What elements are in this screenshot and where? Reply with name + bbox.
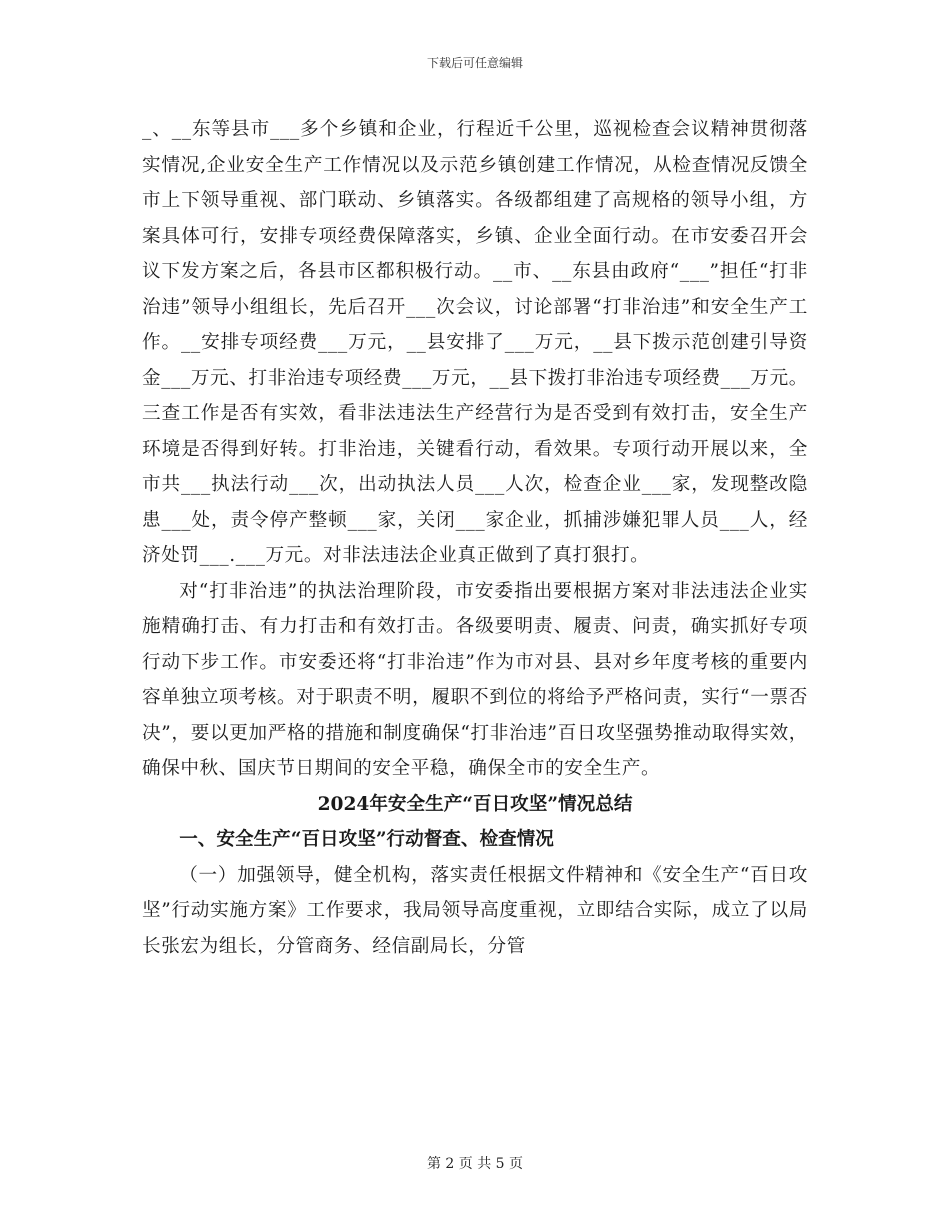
- page-header: 下载后可任意编辑: [426, 56, 523, 70]
- paragraph-3: （一）加强领导，健全机构，落实责任根据文件精神和《安全生产“百日攻坚”行动实施方案》工作要求，我局领导高度重视，立即结合实际，成立了以局长张宏为组长，分管商务、经信副局长，分管: [142, 864, 808, 957]
- document-body: [142, 112, 808, 964]
- paragraph-2: 对“打非治违”的执法治理阶段，市安委指出要根据方案对非法违法企业实施精确打击、有力打击和有效打击。各级要明责、履责、问责，确实抓好专项行动下步工作。市安委还将“打非治违”作为市对县、县对乡年度考核的重要内容单独立项考核。对于职责不明，履职不到位的将给予严格问责，实行“一票否决”，要以更加严格的措施和制度确保“打非治违”百日攻坚强势推动取得实效，确保中秋、国庆节日期间的安全平稳，确保全市的安全生产。: [142, 580, 808, 779]
- document-title: 2024年安全生产“百日攻坚”情况总结: [317, 793, 633, 815]
- page-footer: 第 2 页 共 5 页: [426, 1156, 524, 1172]
- paragraph-1: _、__东等县市___多个乡镇和企业，行程近千公里，巡视检查会议精神贯彻落实情况,企业安全生产工作情况以及示范乡镇创建工作情况，从检查情况反馈全市上下领导重视、部门联动、乡镇落实。各级都组建了高规格的领导小组，方案具体可行，安排专项经费保障落实，乡镇、企业全面行动。在市安委召开会议下发方案之后，各县市区都积极行动。__市、__东县由政府“___”担任“打非治违”领导小组组长，先后召开___次会议，讨论部署“打非治违”和安全生产工作。__安排专项经费___万元，__县安排了___万元，__县下拨示范创建引导资金___万元、打非治违专项经费___万元，__县下拨打非治违专项经费___万元。三查工作是否有实效，看非法违法生产经营行为是否受到有效打击，安全生产环境是否得到好转。打非治违，关键看行动，看效果。专项行动开展以来，全市共___执法行动___次，出动执法人员___人次，检查企业___家，发现整改隐患___处，责令停产整顿___家，关闭___家企业，抓捕涉嫌犯罪人员___人，经济处罚___.___万元。对非法违法企业真正做到了真打狠打。: [142, 119, 808, 566]
- section-heading-1: 一、安全生产“百日攻坚”行动督查、检查情况: [179, 829, 554, 850]
